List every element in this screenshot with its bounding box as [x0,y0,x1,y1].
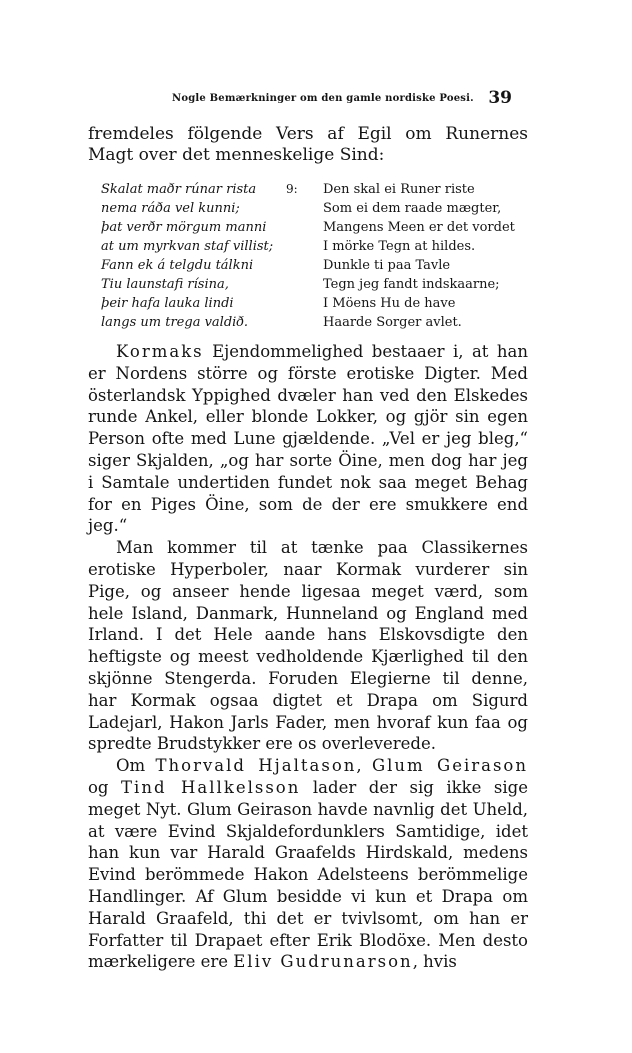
poem-original-line: þat verðr mörgum manni [101,220,267,235]
paragraph-skalds [88,755,528,973]
paragraph-text: og [88,777,122,797]
paragraph-text: , hvis [412,952,457,972]
page-header [172,88,512,108]
intro-paragraph: fremdeles fölgende Vers af Egil om Runernes Magt over det menneskelige Sind: [88,124,528,165]
running-title: Nogle Bemærkninger om den gamle nordiske Poesi. [172,93,474,104]
poem-original-line: þeir hafa lauka lindi [101,296,234,311]
paragraph-kormak [88,341,528,537]
poem-marker: 9: [286,182,298,196]
poem-original-line: nema ráða vel kunni; [101,201,240,216]
paragraph-hyperboles: Man kommer til at tænke paa Classikernes erotiske Hyperboler, naar Kormak vurderer sin Pige, og anseer hende ligesaa meget værd, som hele Island, Danmark, Hunneland og England med Irland. I det Hele aande hans Elskovsdigte den heftigste og meest vedholdende Kjærlighed til den skjönne Stengerda. Foruden Elegierne til denne, har Kormak ogsaa digtet et Drapa om Sigurd Ladejarl, Hakon Jarls Fader, men hvoraf kun faa og spredte Brudstykker ere os overleverede. [88,538,528,754]
poem-translation-line: I Möens Hu de have [323,296,456,311]
poem-translation-line: Mangens Meen er det vordet [323,220,515,235]
poem-translation-line: I mörke Tegn at hildes. [323,239,476,254]
person-name: Eliv Gudrunarson [233,952,413,972]
person-name: Thorvald Hjaltason [155,756,357,776]
paragraph-text: Om [116,756,156,776]
poem-original-line: at um myrkvan staf villist; [101,239,274,254]
poem-translation-line: Som ei dem raade mægter, [323,201,502,216]
poem-translation-line: Dunkle ti paa Tavle [323,258,451,273]
poem-original-line: Fann ek á telgdu tálkni [101,258,254,273]
person-name: Tind Hallkelsson [121,777,301,797]
poem-original-line: Tiu launstafi rísina, [101,277,229,292]
poem-original [101,180,301,332]
poem-original-line: langs um trega valdið. [101,315,249,330]
poem-translation-line: Tegn jeg fandt indskaarne; [323,277,500,292]
page-number: 39 [488,88,512,108]
person-name: Glum Geirason [371,756,528,776]
paragraph-text: lader der sig ikke sige meget Nyt. Glum Geirason havde navnlig det Uheld, at være Evind Skjaldefordunklers Samtidige, idet han kun var Harald Graafelds Hirdskald, medens Evind berömmede Hakon Adelsteens berömmelige Handlinger. Af Glum besidde vi kun et Drapa om Harald Graafeld, thi det er tvivlsomt, om han er Forfatter til Drapaet efter Erik Blodöxe. Men desto mærkeligere ere [88,777,528,972]
poem-translation-line: Den skal ei Runer riste [323,182,475,197]
person-name: Kormaks [116,342,204,361]
paragraph-text: Ejendommelighed bestaaer i, at han er Nordens större og förste erotiske Digter. Med österlandsk Yppighed dvæler han ved den Elskedes runde Ankel, eller blonde Lokker, og gjör sin egen Person ofte med Lune gjældende. „Vel er jeg bleg,“ siger Skjalden, „og har sorte Öine, men dog har jeg i Samtale undertiden fundet nok saa meget Behag for en Piges Öine, som de der ere smukkere end jeg.“ [88,342,528,536]
poem-original-line: Skalat maðr rúnar rista [101,182,257,197]
poem-translation-line: Haarde Sorger avlet. [323,315,462,330]
paragraph-text: , [356,756,372,776]
poem-translation [323,180,528,332]
body-text [88,341,528,973]
